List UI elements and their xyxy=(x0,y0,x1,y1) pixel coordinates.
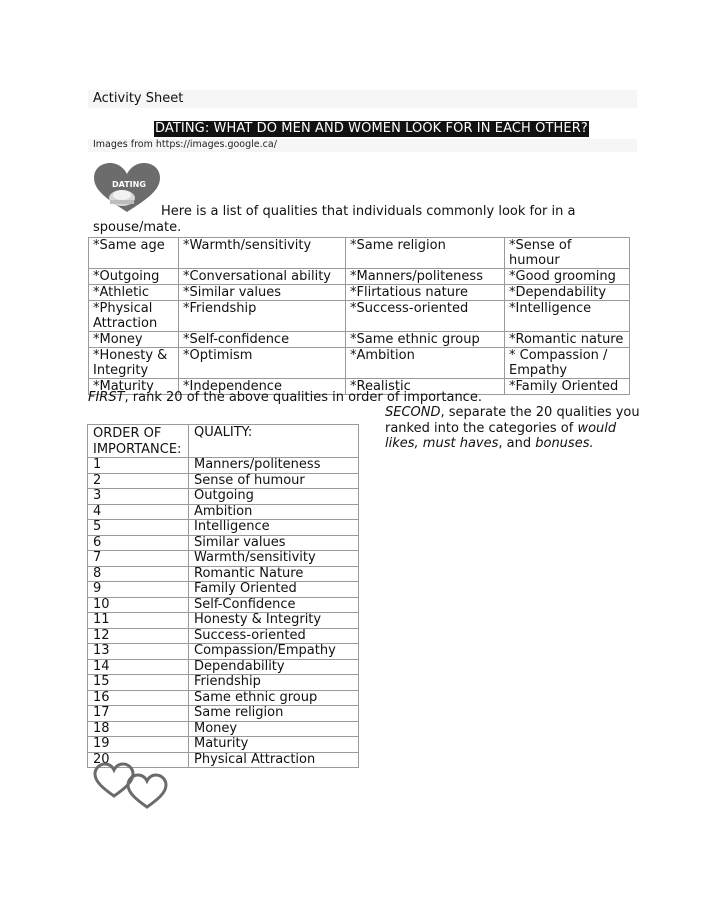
table-cell: *Good grooming xyxy=(505,269,630,285)
table-row xyxy=(88,535,359,551)
rank-number: 13 xyxy=(88,644,189,660)
table-row xyxy=(88,659,359,675)
table-cell: *Self-confidence xyxy=(179,332,346,348)
table-row xyxy=(88,628,359,644)
rank-number: 6 xyxy=(88,535,189,551)
rank-number: 3 xyxy=(88,489,189,505)
table-cell: *Maturity xyxy=(89,379,179,395)
table-cell: *Success-oriented xyxy=(346,301,505,332)
table-row xyxy=(89,301,630,332)
qualities-table xyxy=(88,237,630,395)
table-cell: *Friendship xyxy=(179,301,346,332)
rank-quality: Maturity xyxy=(189,737,359,753)
table-cell: *Physical Attraction xyxy=(89,301,179,332)
table-row xyxy=(88,721,359,737)
table-row xyxy=(89,238,630,269)
table-cell: *Athletic xyxy=(89,285,179,301)
rank-quality: Physical Attraction xyxy=(189,752,359,768)
rank-quality: Similar values xyxy=(189,535,359,551)
second-instruction xyxy=(385,405,645,452)
table-row xyxy=(88,489,359,505)
first-text: , rank 20 of the above qualities in order of importance. xyxy=(124,390,482,405)
table-row xyxy=(89,269,630,285)
worksheet-banner: DATING: WHAT DO MEN AND WOMEN LOOK FOR IN EACH OTHER? xyxy=(155,121,588,136)
table-cell: *Money xyxy=(89,332,179,348)
second-label: SECOND xyxy=(385,405,441,420)
rank-number: 19 xyxy=(88,737,189,753)
table-row xyxy=(88,644,359,660)
rank-number: 4 xyxy=(88,504,189,520)
table-cell: *Warmth/sensitivity xyxy=(179,238,346,269)
table-cell: *Conversational ability xyxy=(179,269,346,285)
rank-quality: Honesty & Integrity xyxy=(189,613,359,629)
table-row xyxy=(88,551,359,567)
rank-number: 9 xyxy=(88,582,189,598)
second-text: , and xyxy=(498,436,536,451)
table-row xyxy=(88,706,359,722)
table-row xyxy=(88,566,359,582)
rank-number: 5 xyxy=(88,520,189,536)
table-row xyxy=(89,348,630,379)
table-cell: *Ambition xyxy=(346,348,505,379)
second-text: , separate the 20 qualities you ranked into the categories of xyxy=(385,405,640,436)
quality-column-header: QUALITY: xyxy=(189,425,359,458)
rank-quality: Warmth/sensitivity xyxy=(189,551,359,567)
ranking-header-row xyxy=(88,425,359,458)
table-cell: *Sense of humour xyxy=(505,238,630,269)
rank-number: 16 xyxy=(88,690,189,706)
rank-quality: Sense of humour xyxy=(189,473,359,489)
rank-number: 20 xyxy=(88,752,189,768)
image-source-note: Images from https://images.google.ca/ xyxy=(93,139,277,150)
category-must-haves: must haves xyxy=(422,436,499,451)
table-cell: *Intelligence xyxy=(505,301,630,332)
rank-quality: Intelligence xyxy=(189,520,359,536)
table-row xyxy=(88,690,359,706)
table-row xyxy=(88,473,359,489)
table-cell: *Romantic nature xyxy=(505,332,630,348)
category-would-likes: would likes, xyxy=(385,420,617,451)
rank-quality: Same ethnic group xyxy=(189,690,359,706)
rank-quality: Compassion/Empathy xyxy=(189,644,359,660)
first-instruction xyxy=(88,390,482,405)
rank-quality: Ambition xyxy=(189,504,359,520)
rank-quality: Family Oriented xyxy=(189,582,359,598)
rank-quality: Romantic Nature xyxy=(189,566,359,582)
table-cell: *Optimism xyxy=(179,348,346,379)
table-row xyxy=(88,613,359,629)
rank-number: 10 xyxy=(88,597,189,613)
table-row xyxy=(88,520,359,536)
table-cell: *Outgoing xyxy=(89,269,179,285)
rank-quality: Same religion xyxy=(189,706,359,722)
hearts-icon xyxy=(92,762,170,810)
table-cell: *Similar values xyxy=(179,285,346,301)
table-cell: *Family Oriented xyxy=(505,379,630,395)
table-cell: *Realistic xyxy=(346,379,505,395)
table-row xyxy=(88,597,359,613)
table-cell: *Same age xyxy=(89,238,179,269)
logo-text: DATING xyxy=(112,180,146,189)
table-row xyxy=(88,458,359,474)
rank-number: 14 xyxy=(88,659,189,675)
rank-quality: Friendship xyxy=(189,675,359,691)
table-cell: *Same religion xyxy=(346,238,505,269)
table-cell: *Same ethnic group xyxy=(346,332,505,348)
rank-number: 15 xyxy=(88,675,189,691)
intro-paragraph: Here is a list of qualities that individuals commonly look for in a spouse/mate. xyxy=(93,204,576,235)
category-bonuses: bonuses. xyxy=(535,436,594,451)
table-row xyxy=(88,504,359,520)
rank-quality: Money xyxy=(189,721,359,737)
rank-number: 7 xyxy=(88,551,189,567)
order-column-header: ORDER OF IMPORTANCE: xyxy=(88,425,189,458)
table-cell: *Dependability xyxy=(505,285,630,301)
rank-number: 12 xyxy=(88,628,189,644)
page-title: Activity Sheet xyxy=(93,91,184,106)
rank-number: 18 xyxy=(88,721,189,737)
rank-number: 17 xyxy=(88,706,189,722)
rank-number: 1 xyxy=(88,458,189,474)
table-row xyxy=(88,737,359,753)
table-row xyxy=(89,285,630,301)
table-row xyxy=(89,332,630,348)
rank-number: 2 xyxy=(88,473,189,489)
rank-quality: Self-Confidence xyxy=(189,597,359,613)
rank-quality: Outgoing xyxy=(189,489,359,505)
rank-quality: Success-oriented xyxy=(189,628,359,644)
rank-quality: Dependability xyxy=(189,659,359,675)
table-row xyxy=(88,675,359,691)
rank-quality: Manners/politeness xyxy=(189,458,359,474)
table-cell: *Honesty & Integrity xyxy=(89,348,179,379)
table-cell: *Independence xyxy=(179,379,346,395)
table-cell: * Compassion / Empathy xyxy=(505,348,630,379)
table-cell: *Flirtatious nature xyxy=(346,285,505,301)
table-cell: *Manners/politeness xyxy=(346,269,505,285)
rank-number: 11 xyxy=(88,613,189,629)
ranking-table xyxy=(87,424,359,768)
first-label: FIRST xyxy=(88,390,125,405)
rank-number: 8 xyxy=(88,566,189,582)
table-row xyxy=(88,582,359,598)
